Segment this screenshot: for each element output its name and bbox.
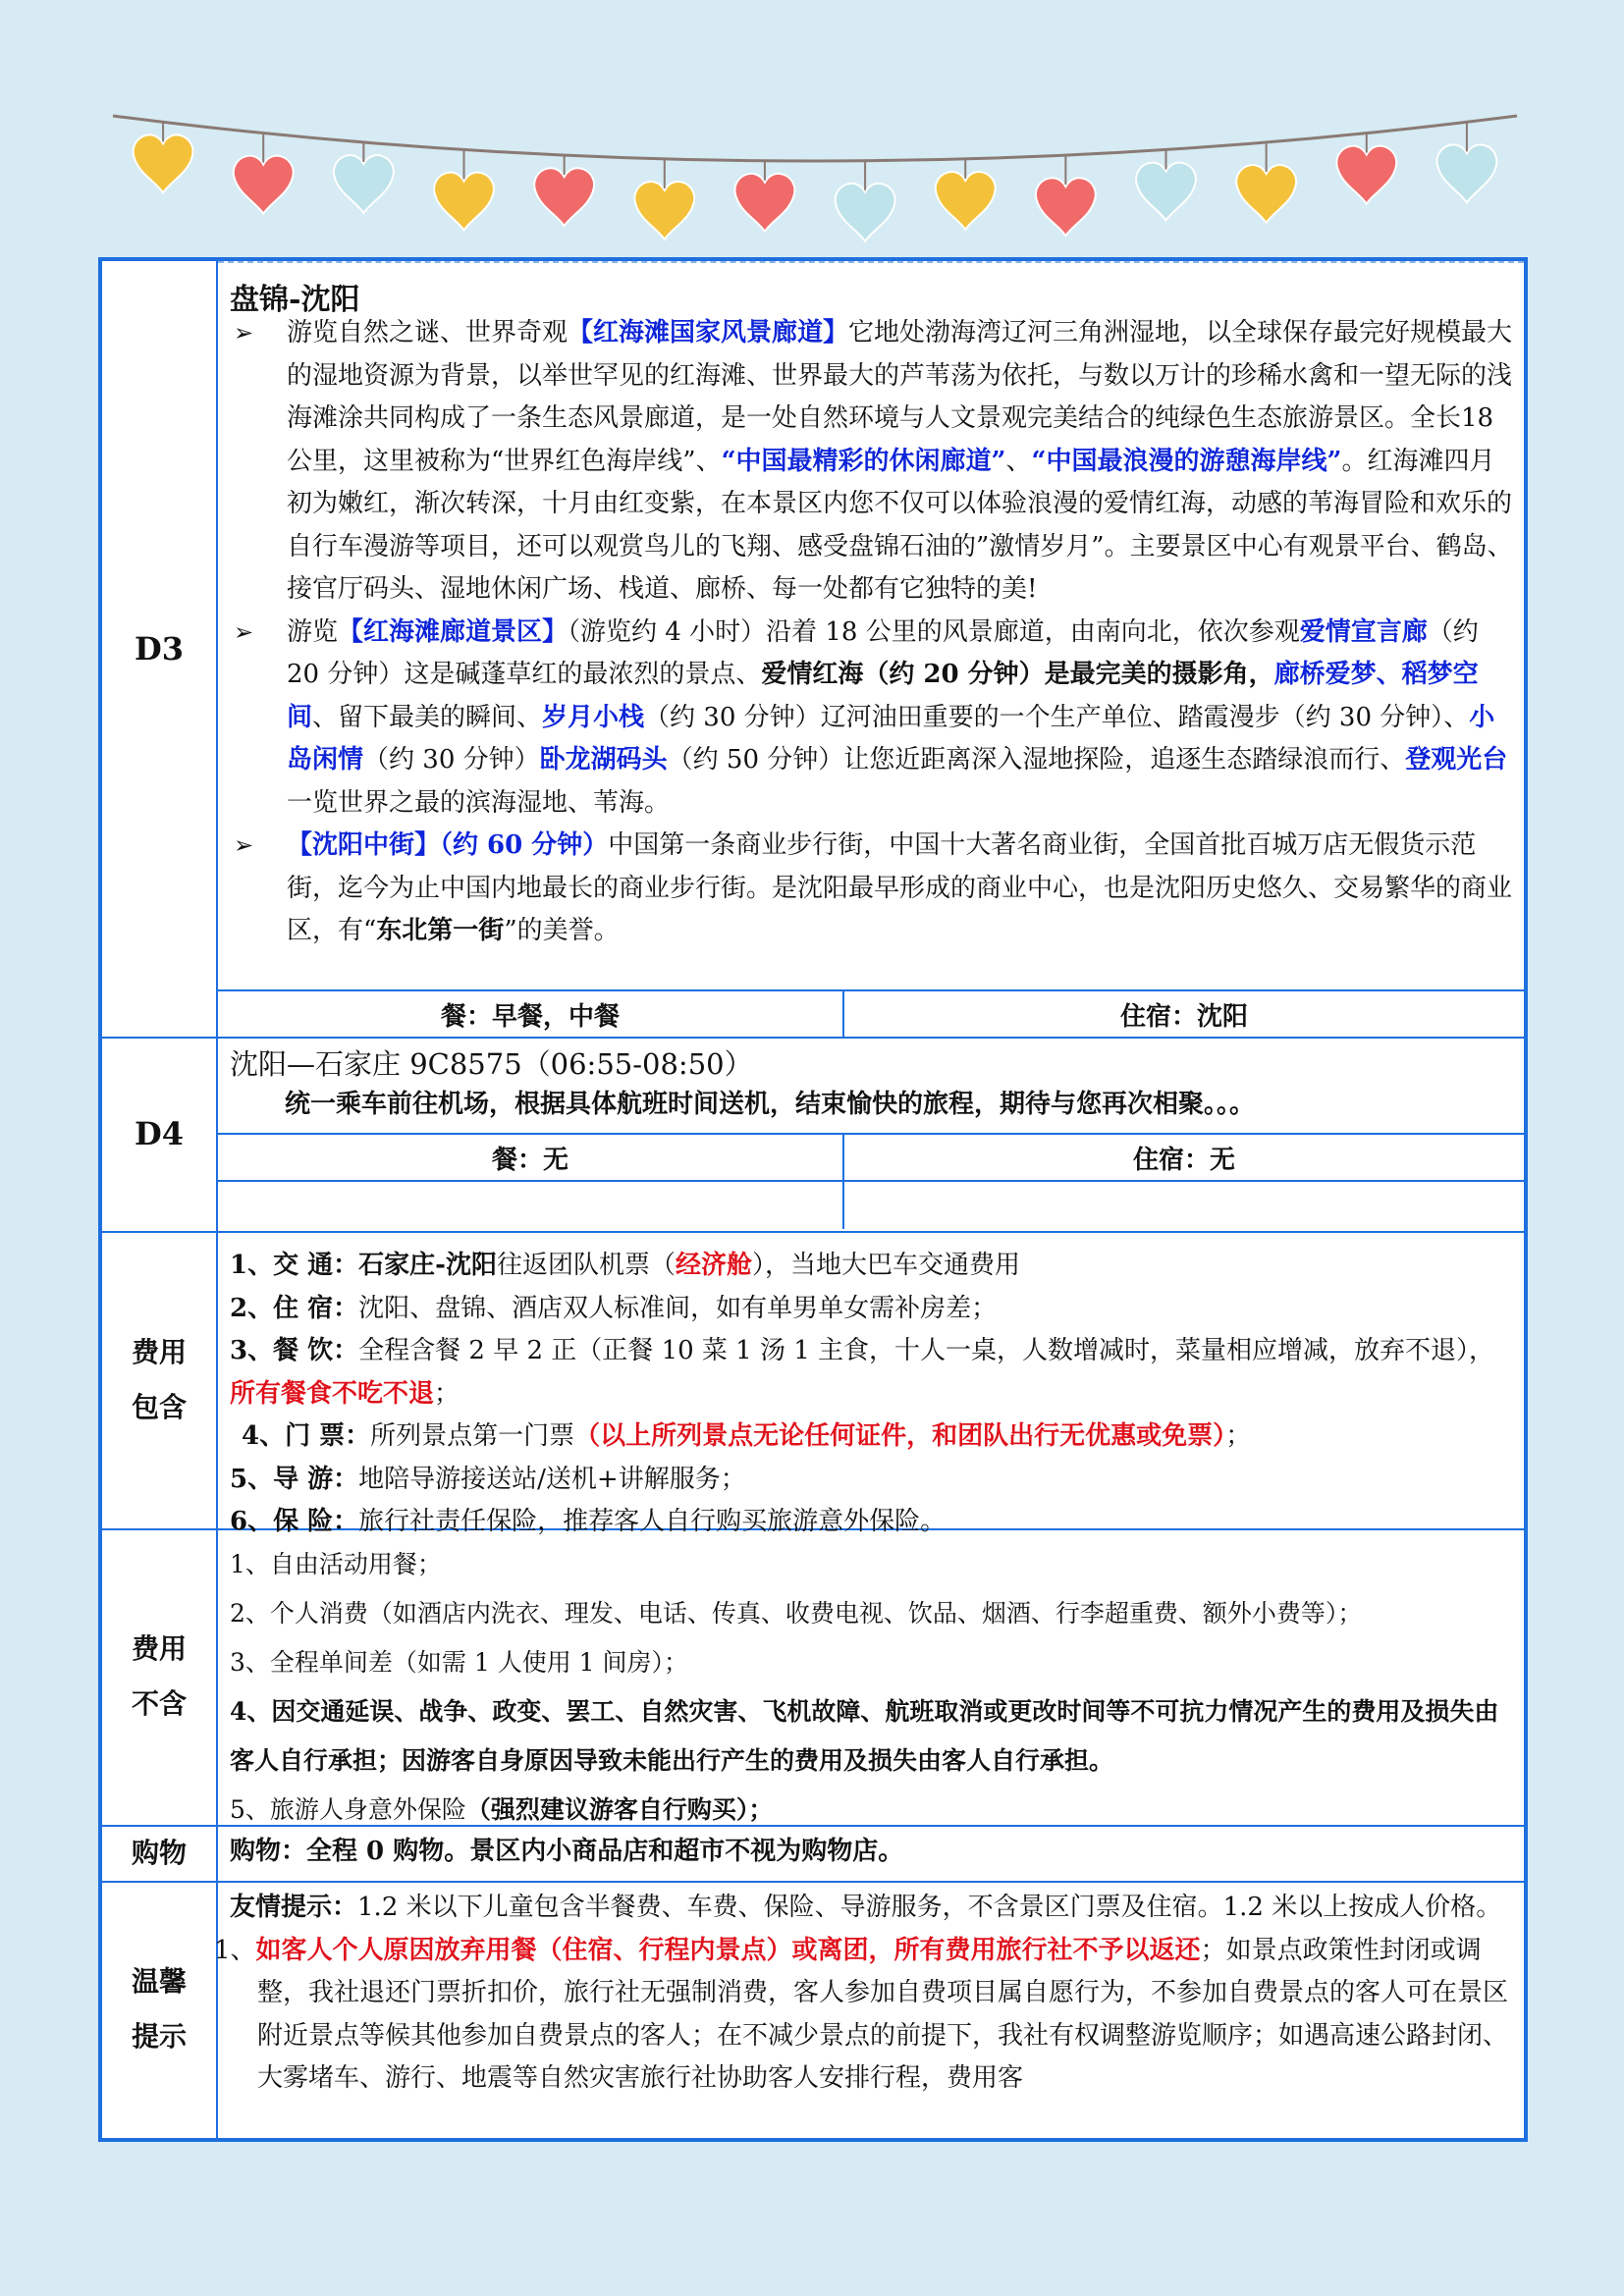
list-item: 4、门 票：所列景点第一门票（以上所列景点无论任何证件，和团队出行无优惠或免票）； [242,1421,1252,1451]
shopping-row [102,1825,1524,1883]
arrow-bullet-icon: ➢ [234,617,254,646]
section-label: 费用 不含 [102,1528,218,1825]
list-item: 3、全程单间差（如需 1 人使用 1 间房）； [230,1648,689,1677]
heart-icon [1136,163,1196,221]
list-item: 2、个人消费（如酒店内洗衣、理发、电话、传真、收费电视、饮品、烟酒、行李超重费、额外小费等）； [230,1599,1363,1628]
heart-icon [434,173,494,231]
day-description [230,312,1516,953]
meal-info: 餐：早餐，中餐 [218,991,844,1037]
list-item: 4、因交通延误、战争、政变、罢工、自然灾害、飞机故障、航班取消或更改时间等不可抗力情况产生的费用及损失由客人自行承担；因游客自身原因导致未能出行产生的费用及损失由客人自行承担。 [230,1697,1499,1775]
empty-row [218,1180,1524,1229]
list-item: 友情提示：1.2 米以下儿童包含半餐费、车费、保险、导游服务，不含景区门票及住宿。1.2 米以上按成人价格。 [230,1893,1502,1922]
cost-included-row [102,1231,1524,1536]
heart-icon [1436,144,1496,202]
section-label: 购物 [102,1825,218,1881]
tips-row [102,1881,1524,2138]
list-item: 1、交 通：石家庄-沈阳往返团队机票（经济舱），当地大巴车交通费用 [230,1251,1020,1280]
heart-icon [634,182,694,240]
stay-info: 住宿：无 [1132,1145,1235,1175]
day-label: D3 [102,261,218,1037]
cost-excluded-row [102,1528,1524,1827]
list-item: 3、餐 饮：全程含餐 2 早 2 正（正餐 10 菜 1 汤 1 主食，十人一桌，人数增减时，菜量相应增减，放弃不退），所有餐食不吃不退； [230,1336,1495,1409]
heart-icon [936,172,996,230]
day-row-d4 [102,1037,1524,1233]
meal-stay-row [218,989,1524,1037]
heart-icon [1336,146,1396,204]
list-item: 6、保 险：旅行社责任保险，推荐客人自行购买旅游意外保险。 [230,1507,947,1536]
list-item: 1、如客人个人原因放弃用餐（住宿、行程内景点）或离团，所有费用旅行社不予以返还；如景点政策性封闭或调整，我社退还门票折扣价，旅行社无强制消费，客人参加自费项目属自愿行为，不参加自费景点的客人可在景区附近景点等候其他参加自费景点的客人；在不减少景点的前提下，我社有权调整游览顺序；如遇高速公路封闭、大雾堵车、游行、地震等自然灾害旅行社协助客人安排行程，费用客 [214,1935,1509,2093]
meal-info: 餐：无 [218,1135,844,1180]
list-item: 5、导 游：地陪导游接送站/送机+讲解服务； [230,1464,746,1494]
day-row-d3 [102,261,1524,1039]
cost-included-list [230,1245,1516,1544]
day-label: D4 [102,1037,218,1231]
day-description: 统一乘车前往机场，根据具体航班时间送机，结束愉快的旅程，期待与您再次相聚。。。 [285,1090,1256,1119]
shopping-text: 购物：全程 0 购物。景区内小商品店和超市不视为购物店。 [230,1837,904,1866]
cost-excluded-list [230,1540,1516,1835]
list-item: 2、住 宿：沈阳、盘锦、酒店双人标准间，如有单男单女需补房差； [230,1293,998,1323]
day-title: 沈阳—石家庄 9C8575（06:55-08:50） [230,1047,753,1081]
arrow-bullet-icon: ➢ [234,831,254,859]
list-item: ➢ 【沈阳中街】（约 60 分钟）中国第一条商业步行街，中国十大著名商业街，全国首批百城万店无假货示范街，迄今为止中国内地最长的商业步行街。是沈阳最早形成的商业中心，也是沈阳历史悠久、交易繁华的商业区，有“东北第一街”的美誉。 [230,825,1516,953]
section-label: 温馨 提示 [102,1881,218,2138]
list-item: ➢ 游览自然之谜、世界奇观【红海滩国家风景廊道】它地处渤海湾辽河三角洲湿地，以全球保存最完好规模最大的湿地资源为背景，以举世罕见的红海滩、世界最大的芦苇荡为依托，与数以万计的珍稀水禽和一望无际的浅海滩涂共同构成了一条生态风景廊道，是一处自然环境与人文景观完美结合的纯绿色生态旅游景区。全长18公里，这里被称为“世界红色海岸线”、“中国最精彩的休闲廊道”、“中国最浪漫的游憩海岸线”。红海滩四月初为嫩红，渐次转深，十月由红变紫，在本景区内您不仅可以体验浪漫的爱情红海，动感的苇海冒险和欢乐的自行车漫游等项目，还可以观赏鸟儿的飞翔、感受盘锦石油的”激情岁月”。主要景区中心有观景平台、鹤岛、接官厅码头、湿地休闲广场、栈道、廊桥、每一处都有它独特的美! [230,312,1516,612]
day-title: 盘锦-沈阳 [230,283,360,317]
section-label: 费用 包含 [102,1231,218,1528]
heart-icon [1236,165,1296,223]
heart-icon [534,168,594,226]
stay-info: 住宿：沈阳 [1119,1001,1248,1032]
heart-icon [734,174,794,232]
heart-icon [334,155,394,213]
heart-icon [1036,178,1096,236]
heart-icon [836,184,895,241]
heart-bunting-decoration [108,98,1522,255]
heart-icon [134,134,193,192]
itinerary-table [98,257,1528,2142]
meal-stay-row [218,1133,1524,1180]
list-item: 5、旅游人身意外保险（强烈建议游客自行购买）； [230,1795,774,1824]
list-item: 1、自由活动用餐； [230,1550,442,1578]
list-item: ➢ 游览【红海滩廊道景区】（游览约 4 小时）沿着 18 公里的风景廊道，由南向北，依次参观爱情宣言廊（约 20 分钟）这是碱蓬草红的最浓烈的景点、爱情红海（约 20 分钟）是最完美的摄影角，廊桥爱梦、稻梦空间、留下最美的瞬间、岁月小栈（约 30 分钟）辽河油田重要的一个生产单位、踏霞漫步（约 30 分钟）、小岛闲情（约 30 分钟）卧龙湖码头（约 50 分钟）让您近距离深入湿地探险，追逐生态踏绿浪而行、登观光台一览世界之最的滨海湿地、苇海。 [230,612,1516,826]
arrow-bullet-icon: ➢ [234,319,254,347]
tips-text [214,1887,1516,2101]
heart-icon [234,156,294,214]
